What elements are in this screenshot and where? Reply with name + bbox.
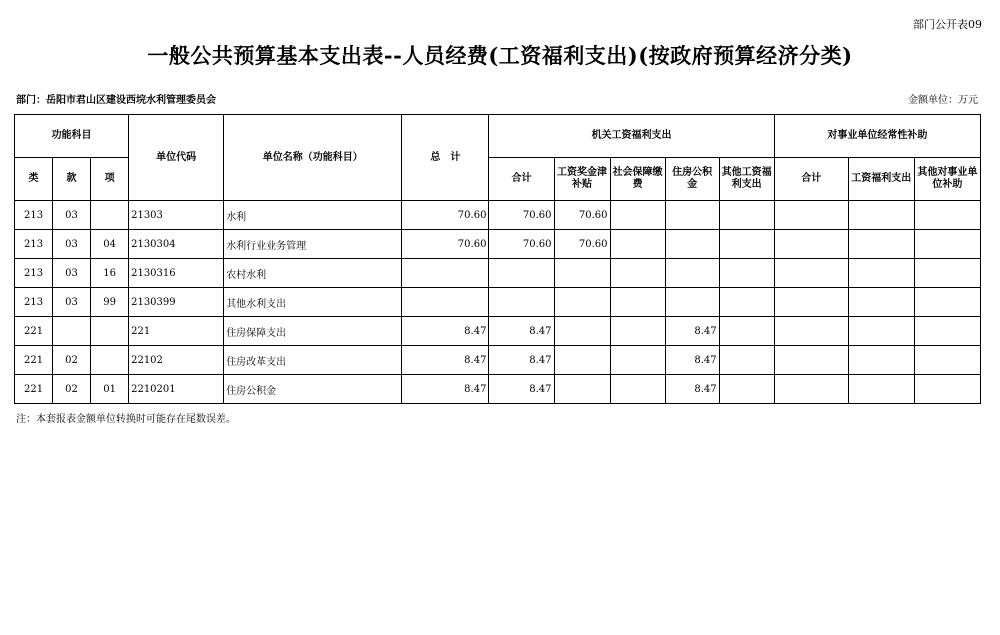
- cell-lei: 213: [15, 288, 53, 317]
- cell-kuan: [53, 317, 91, 346]
- footnote: 注：本套报表金额单位转换时可能存在尾数误差。: [16, 414, 236, 425]
- cell-org-sum: [489, 288, 554, 317]
- cell-inst-other: [914, 375, 980, 404]
- cell-org-sum: 70.60: [489, 230, 554, 259]
- cell-org-housing: [665, 201, 719, 230]
- cell-inst-sum: [774, 201, 848, 230]
- cell-xiang: 01: [91, 375, 129, 404]
- cell-code: 221: [129, 317, 224, 346]
- cell-org-sum: 8.47: [489, 346, 554, 375]
- table-row: [15, 230, 981, 259]
- cell-org-salary: 70.60: [554, 230, 610, 259]
- cell-kuan: 03: [53, 288, 91, 317]
- department-label: 部门：岳阳市君山区建设西垸水利管理委员会: [16, 95, 216, 106]
- cell-org-social: [610, 201, 665, 230]
- cell-org-social: [610, 346, 665, 375]
- header-total: 总 计: [402, 115, 489, 201]
- cell-org-social: [610, 230, 665, 259]
- cell-xiang: 04: [91, 230, 129, 259]
- cell-total: [402, 288, 489, 317]
- cell-code: 2130304: [129, 230, 224, 259]
- cell-kuan: 02: [53, 375, 91, 404]
- cell-org-salary: [554, 375, 610, 404]
- cell-lei: 213: [15, 230, 53, 259]
- cell-name: 住房保障支出: [224, 317, 402, 346]
- cell-total: 8.47: [402, 346, 489, 375]
- cell-name: 住房改革支出: [224, 346, 402, 375]
- header-inst-sum: 合计: [774, 158, 848, 201]
- cell-xiang: 99: [91, 288, 129, 317]
- cell-code: 2130399: [129, 288, 224, 317]
- header-inst-salary: 工资福利支出: [848, 158, 914, 201]
- header-org-social: 社会保障缴费: [610, 158, 665, 201]
- cell-inst-sum: [774, 288, 848, 317]
- header-function-subject: 功能科目: [15, 115, 129, 158]
- table-row: [15, 259, 981, 288]
- cell-kuan: 03: [53, 259, 91, 288]
- table-row: [15, 317, 981, 346]
- cell-code: 21303: [129, 201, 224, 230]
- header-inst-other: 其他对事业单位补助: [914, 158, 980, 201]
- cell-org-housing: [665, 288, 719, 317]
- header-kuan: 款: [53, 158, 91, 201]
- table-row: [15, 201, 981, 230]
- header-org-sum: 合计: [489, 158, 554, 201]
- cell-org-housing: 8.47: [665, 346, 719, 375]
- cell-kuan: 03: [53, 230, 91, 259]
- cell-org-social: [610, 288, 665, 317]
- header-org-salary: 工资奖金津补贴: [554, 158, 610, 201]
- cell-inst-sum: [774, 346, 848, 375]
- cell-name: 农村水利: [224, 259, 402, 288]
- cell-name: 水利行业业务管理: [224, 230, 402, 259]
- page-title: 一般公共预算基本支出表--人员经费(工资福利支出)(按政府预算经济分类): [147, 43, 853, 68]
- cell-org-social: [610, 259, 665, 288]
- cell-total: 70.60: [402, 201, 489, 230]
- cell-org-housing: [665, 259, 719, 288]
- cell-code: 2210201: [129, 375, 224, 404]
- cell-lei: 221: [15, 317, 53, 346]
- cell-org-sum: 8.47: [489, 375, 554, 404]
- amount-unit-label: 金额单位：万元: [908, 95, 978, 106]
- cell-lei: 221: [15, 375, 53, 404]
- cell-lei: 221: [15, 346, 53, 375]
- cell-inst-sum: [774, 259, 848, 288]
- cell-name: 水利: [224, 201, 402, 230]
- cell-inst-salary: [848, 259, 914, 288]
- cell-inst-other: [914, 259, 980, 288]
- table-row: [15, 375, 981, 404]
- cell-org-social: [610, 375, 665, 404]
- cell-inst-salary: [848, 346, 914, 375]
- cell-org-sum: [489, 259, 554, 288]
- cell-total: 8.47: [402, 375, 489, 404]
- cell-inst-salary: [848, 375, 914, 404]
- table-row: [15, 346, 981, 375]
- cell-inst-other: [914, 201, 980, 230]
- cell-xiang: [91, 346, 129, 375]
- cell-org-other: [719, 375, 774, 404]
- cell-org-other: [719, 259, 774, 288]
- budget-table: [14, 114, 981, 404]
- cell-org-other: [719, 288, 774, 317]
- header-lei: 类: [15, 158, 53, 201]
- cell-xiang: [91, 317, 129, 346]
- cell-org-housing: 8.47: [665, 317, 719, 346]
- cell-org-other: [719, 230, 774, 259]
- table-row: [15, 288, 981, 317]
- cell-name: 其他水利支出: [224, 288, 402, 317]
- header-org-other: 其他工资福利支出: [719, 158, 774, 201]
- header-org-welfare-group: 机关工资福利支出: [489, 115, 774, 158]
- cell-org-other: [719, 346, 774, 375]
- cell-inst-other: [914, 230, 980, 259]
- cell-inst-other: [914, 317, 980, 346]
- cell-lei: 213: [15, 259, 53, 288]
- header-unit-name: 单位名称（功能科目）: [224, 115, 402, 201]
- cell-org-other: [719, 317, 774, 346]
- cell-inst-salary: [848, 288, 914, 317]
- cell-org-salary: [554, 259, 610, 288]
- cell-inst-salary: [848, 317, 914, 346]
- cell-total: [402, 259, 489, 288]
- cell-org-salary: [554, 346, 610, 375]
- cell-org-social: [610, 317, 665, 346]
- cell-kuan: 02: [53, 346, 91, 375]
- cell-total: 70.60: [402, 230, 489, 259]
- cell-org-salary: [554, 288, 610, 317]
- form-number: 部门公开表09: [913, 18, 982, 31]
- cell-inst-sum: [774, 317, 848, 346]
- header-unit-code: 单位代码: [129, 115, 224, 201]
- cell-org-salary: 70.60: [554, 201, 610, 230]
- cell-org-sum: 8.47: [489, 317, 554, 346]
- cell-org-salary: [554, 317, 610, 346]
- cell-org-other: [719, 201, 774, 230]
- cell-kuan: 03: [53, 201, 91, 230]
- cell-inst-salary: [848, 230, 914, 259]
- header-org-housing: 住房公积金: [665, 158, 719, 201]
- cell-org-housing: 8.47: [665, 375, 719, 404]
- cell-code: 2130316: [129, 259, 224, 288]
- cell-org-sum: 70.60: [489, 201, 554, 230]
- cell-inst-sum: [774, 230, 848, 259]
- header-inst-subsidy-group: 对事业单位经常性补助: [774, 115, 980, 158]
- cell-lei: 213: [15, 201, 53, 230]
- cell-inst-sum: [774, 375, 848, 404]
- cell-name: 住房公积金: [224, 375, 402, 404]
- cell-xiang: 16: [91, 259, 129, 288]
- cell-inst-salary: [848, 201, 914, 230]
- cell-inst-other: [914, 346, 980, 375]
- cell-org-housing: [665, 230, 719, 259]
- cell-inst-other: [914, 288, 980, 317]
- cell-total: 8.47: [402, 317, 489, 346]
- cell-code: 22102: [129, 346, 224, 375]
- header-xiang: 项: [91, 158, 129, 201]
- cell-xiang: [91, 201, 129, 230]
